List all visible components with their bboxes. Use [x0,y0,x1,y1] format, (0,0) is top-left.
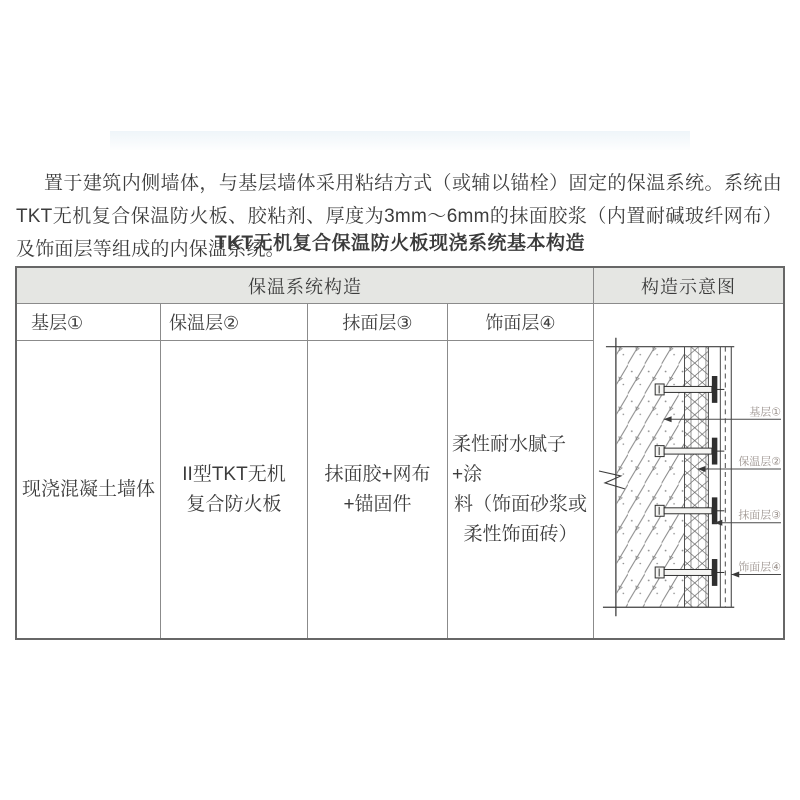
finish-line-3: 柔性饰面砖） [463,523,578,545]
render-line-2: +锚固件 [343,493,412,515]
subheader-finish-layer: 饰面层④ [448,304,594,341]
body-cell-insulation-layer [161,341,308,638]
base-layer-text: 现浇混凝土墙体 [21,478,155,500]
finish-line-1: 柔性耐水腻子+涂 [452,433,567,485]
body-cell-base-layer [17,341,161,638]
subheader-render-layer: 抹面层③ [308,304,448,341]
body-cell-render-layer [308,341,448,638]
table-header-system: 保温系统构造 [17,268,594,304]
render-line-1: 抹面胶+网布 [324,463,431,485]
subheader-insulation-layer: 保温层② [161,304,308,341]
finish-line-2: 料（饰面砂浆或 [453,493,587,515]
insulation-system-table [15,266,785,640]
page-title: TKT无机复合保温防火板现浇系统基本构造 [215,233,585,254]
diagram-label-finish: 饰面层④ [738,561,782,574]
table-header-diagram: 构造示意图 [594,268,783,304]
diagram-label-insulation: 保温层② [738,456,782,469]
diagram-label-base: 基层① [749,406,782,419]
scan-artifact-band [110,131,690,150]
insulation-line-2: 复合防火板 [186,493,282,515]
subheader-base-layer: 基层① [17,304,161,341]
construction-diagram-cell [594,304,783,638]
intro-paragraph: 置于建筑内侧墙体，与基层墙体采用粘结方式（或辅以锚栓）固定的保温系统。系统由TKT无机复合保温防火板、胶粘剂、厚度为3mm～6mm的抹面胶浆（内置耐碱玻纤网布）及饰面层等组成的内保温系统。 [16,173,782,260]
diagram-label-render: 抹面层③ [738,509,782,522]
body-cell-finish-layer [448,341,594,638]
insulation-line-1: II型TKT无机 [182,463,286,485]
construction-detail-drawing [594,304,783,638]
